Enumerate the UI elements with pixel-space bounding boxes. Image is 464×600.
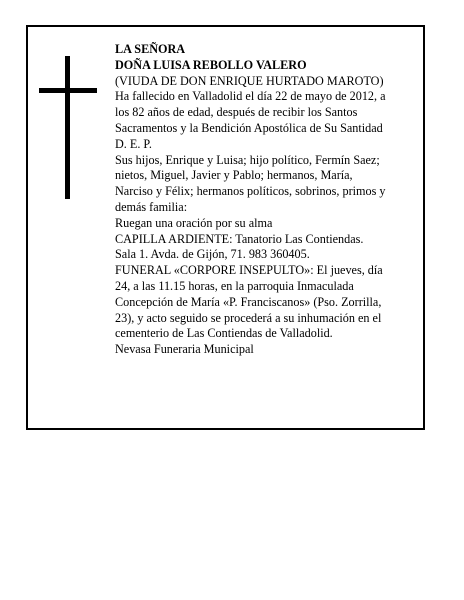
- death-paragraph-line: los 82 años de edad, después de recibir los Santos: [115, 105, 358, 120]
- family-paragraph-line: Sus hijos, Enrique y Luisa; hijo político, Fermín Saez;: [115, 152, 380, 167]
- cross-horizontal-bar: [39, 88, 97, 93]
- family-paragraph-line: nietos, Miguel, Javier y Pablo; hermanos, María,: [115, 168, 353, 183]
- funeral-line: Concepción de María «P. Franciscanos» (Pso. Zorrilla,: [115, 294, 382, 309]
- chapel-line: Sala 1. Avda. de Gijón, 71. 983 360405.: [115, 247, 310, 262]
- widow-of-line: (VIUDA DE DON ENRIQUE HURTADO MAROTO): [115, 73, 384, 88]
- funeral-home: Nevasa Funeraria Municipal: [115, 342, 254, 357]
- death-paragraph-line: Sacramentos y la Bendición Apostólica de Su Santidad: [115, 120, 383, 135]
- death-paragraph-line: Ha fallecido en Valladolid el día 22 de mayo de 2012, a: [115, 89, 386, 104]
- chapel-line: CAPILLA ARDIENTE: Tanatorio Las Contiendas.: [115, 231, 364, 246]
- funeral-line: 23), y acto seguido se procederá a su inhumación en el: [115, 310, 382, 325]
- funeral-line: FUNERAL «CORPORE INSEPULTO»: El jueves, día: [115, 263, 383, 278]
- funeral-line: 24, a las 11.15 horas, en la parroquia Inmaculada: [115, 278, 354, 293]
- prayer-request: Ruegan una oración por su alma: [115, 215, 273, 230]
- cross-vertical-bar: [65, 56, 70, 199]
- funeral-line: cementerio de Las Contiendas de Valladolid.: [115, 326, 333, 341]
- notice-heading: LA SEÑORA: [115, 42, 186, 56]
- deceased-name: DOÑA LUISA REBOLLO VALERO: [115, 57, 307, 72]
- family-paragraph-line: demás familia:: [115, 199, 188, 214]
- family-paragraph-line: Narciso y Félix; hermanos políticos, sobrinos, primos y: [115, 184, 386, 199]
- death-paragraph-line: D. E. P.: [115, 136, 152, 151]
- obituary-notice: [26, 25, 425, 430]
- notice-text-block: [115, 42, 421, 358]
